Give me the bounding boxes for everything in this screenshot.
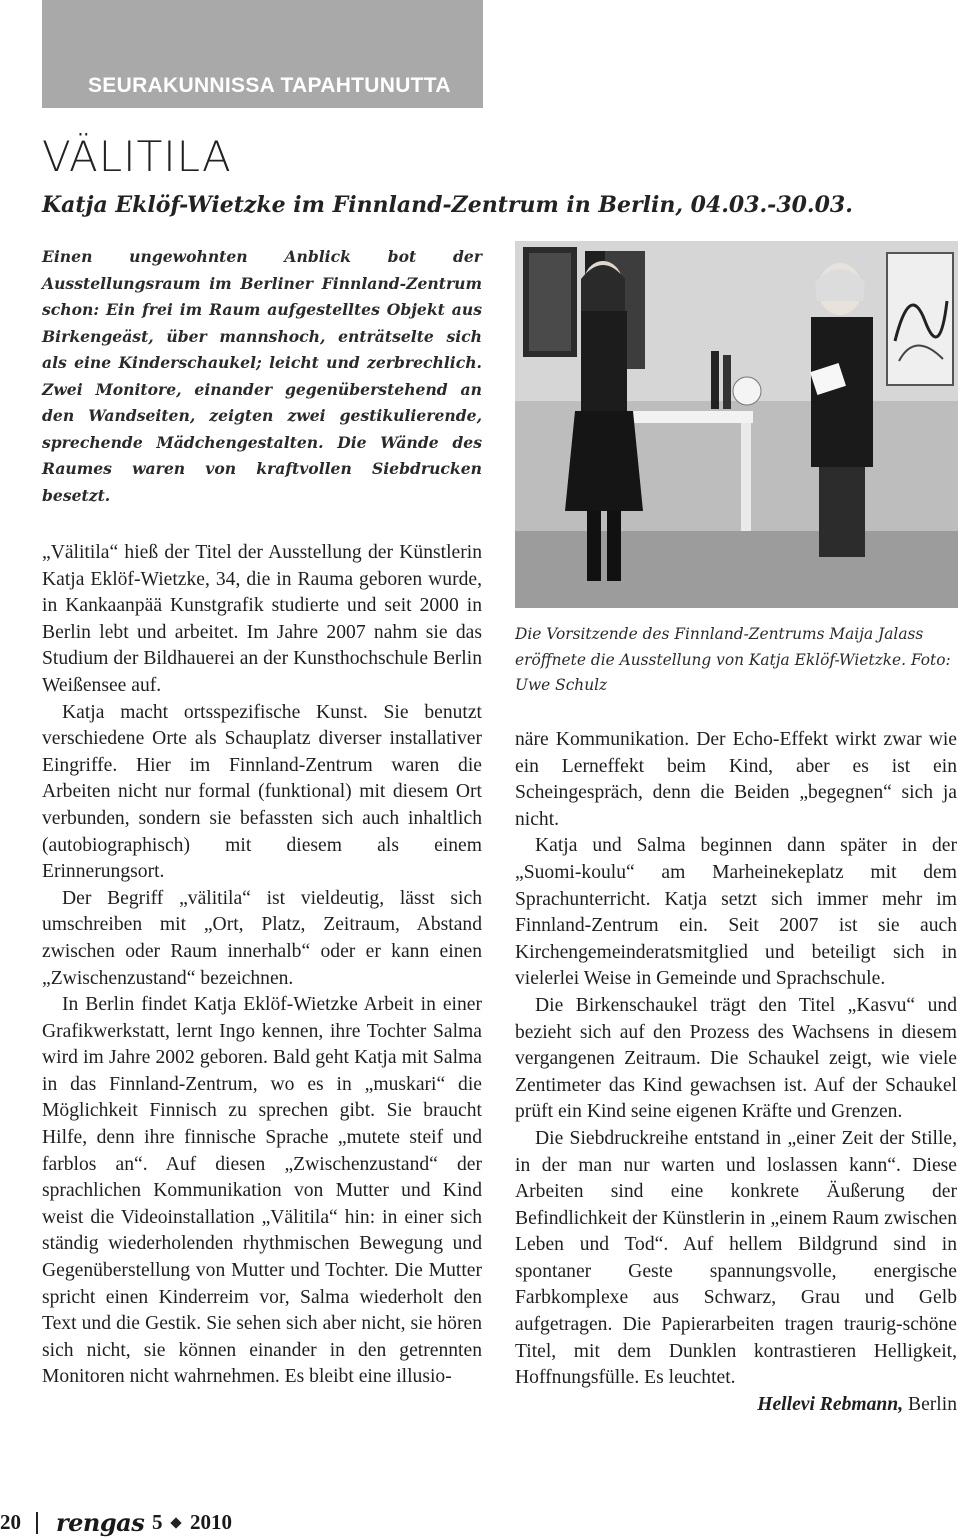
page-number: 20 bbox=[0, 1510, 21, 1534]
body-paragraph: näre Kommunikation. Der Echo-Effekt wirkt zwar wie ein Lerneffekt beim Kind, aber es ist ein Scheingespräch, denn die Beiden „begegnen“ sich ja nicht. bbox=[515, 729, 957, 830]
body-paragraph: Katja macht ortsspezifische Kunst. Sie benutzt verschiedene Orte als Schauplatz diverser installativer Eingriffe. Hier im Finnland-Zentrum waren die Arbeiten nicht nur formal (funktional) mit diesem Ort verbunden, sondern sie befassten sich auch inhaltlich (autobiographisch) mit diesem als einem Erinnerungsort. bbox=[42, 701, 482, 883]
right-column bbox=[515, 727, 957, 1418]
footer-divider bbox=[36, 1512, 38, 1534]
photo-illustration bbox=[515, 241, 958, 608]
diamond-icon bbox=[170, 1517, 181, 1528]
exhibition-photo bbox=[515, 241, 958, 608]
article-subtitle: Katja Eklöf-Wietzke im Finnland-Zentrum in Berlin, 04.03.-30.03. bbox=[42, 192, 853, 218]
author-place: Berlin bbox=[908, 1393, 957, 1415]
left-column bbox=[42, 540, 482, 1391]
body-paragraph: Katja und Salma beginnen dann später in der „Suomi-koulu“ am Marheinekeplatz mit dem Sprachunterricht. Katja setzt sich immer mehr im Finnland-Zentrum ein. Seit 2007 ist sie auch Kirchengemeinderatsmitglied und beteiligt sich in vielerlei Weise in Gemeinde und Sprachschule. bbox=[515, 835, 957, 990]
author-signature bbox=[515, 1392, 957, 1419]
body-paragraph: In Berlin findet Katja Eklöf-Wietzke Arbeit in einer Grafikwerkstatt, lernt Ingo kennen, ihre Tochter Salma wird im Jahre 2002 geboren. Bald geht Katja mit Salma in das Finnland-Zentrum, wo es in „muskari“ die Möglichkeit Finnisch zu sprechen gibt. Sie braucht Hilfe, denn ihre finnische Sprache „mutete steif und farblos an“. Auf diesen „Zwischenzustand“ der sprachlichen Kommunikation von Mutter und Kind weist die Videoinstallation „Välitila“ hin: in einer sich ständig wiederholenden rhythmischen Bewegung und Gegenüberstellung von Mutter und Tochter. Die Mutter spricht einen Kinderreim vor, Salma wiederholt den Text und die Gestik. Sie sehen sich aber nicht, sie hören sich nicht, sie können einander in den getrennten Monitoren nicht wahrnehmen. Es bleibt eine illusio- bbox=[42, 994, 482, 1388]
issue-number: 5 bbox=[152, 1510, 163, 1534]
body-paragraph: Der Begriff „välitila“ ist vieldeutig, lässt sich umschreiben mit „Ort, Platz, Zeitraum, Abstand zwischen oder Raum innerhalb“ oder er kann einen „Zwischenzustand“ bezeichnen. bbox=[42, 887, 482, 989]
lead-paragraph: Einen ungewohnten Anblick bot der Ausstellungsraum im Berliner Finnland-Zentrum schon: Ein frei im Raum aufgestelltes Objekt aus Birkengeäst, über mannshoch, enträtselte sich als eine Kinderschaukel; leicht und zerbrechlich. Zwei Monitore, einander gegenüberstehend an den Wandseiten, zeigten zwei gestikulierende, sprechende Mädchengestalten. Die Wände des Raumes waren von kraftvollen Siebdrucken besetzt. bbox=[42, 247, 482, 505]
issue-year: 2010 bbox=[190, 1510, 232, 1534]
section-label: SEURAKUNNISSA TAPAHTUNUTTA bbox=[88, 74, 451, 97]
section-header bbox=[42, 0, 483, 108]
author-name: Hellevi Rebmann, bbox=[757, 1393, 904, 1415]
page-footer bbox=[0, 1506, 300, 1536]
body-paragraph: Die Birkenschaukel trägt den Titel „Kasvu“ und bezieht sich auf den Prozess des Wachsens in diesem vergangenen Zeitraum. Die Schaukel zeigt, wie viele Zentimeter das Kind gewachsen ist. Auf der Schaukel prüft ein Kind seine eigenen Kräfte und Grenzen. bbox=[515, 994, 957, 1123]
body-paragraph: „Välitila“ hieß der Titel der Ausstellung der Künstlerin Katja Eklöf-Wietzke, 34, die in Rauma geboren wurde, in Kankaanpää Kunstgrafik studierte und seit 2000 in Berlin lebt und arbeitet. Im Jahre 2007 nahm sie das Studium der Bildhauerei an der Kunsthochschule Berlin Weißensee auf. bbox=[42, 542, 482, 696]
article-title: VÄLITILA bbox=[42, 132, 232, 181]
body-paragraph: Die Siebdruckreihe entstand in „einer Zeit der Stille, in der man nur warten und loslassen kann“. Diese Arbeiten sind eine konkrete Äußerung der Befindlichkeit der Künstlerin in „einem Raum zwischen Leben und Tod“. Auf hellem Bildgrund sind in spontaner Geste spannungsvolle, energische Farbkomplexe aus Schwarz, Grau und Gelb aufgetragen. Die Papierarbeiten tragen traurig-schöne Titel, mit dem Dunklen kontrastieren Helligkeit, Hoffnungsfülle. Es leuchtet. bbox=[515, 1127, 957, 1389]
photo-caption: Die Vorsitzende des Finnland-Zentrums Maija Jalass eröffnete die Ausstellung von Katja Eklöf-Wietzke. Foto: Uwe Schulz bbox=[515, 625, 951, 694]
magazine-logo: rengas bbox=[56, 1508, 145, 1537]
